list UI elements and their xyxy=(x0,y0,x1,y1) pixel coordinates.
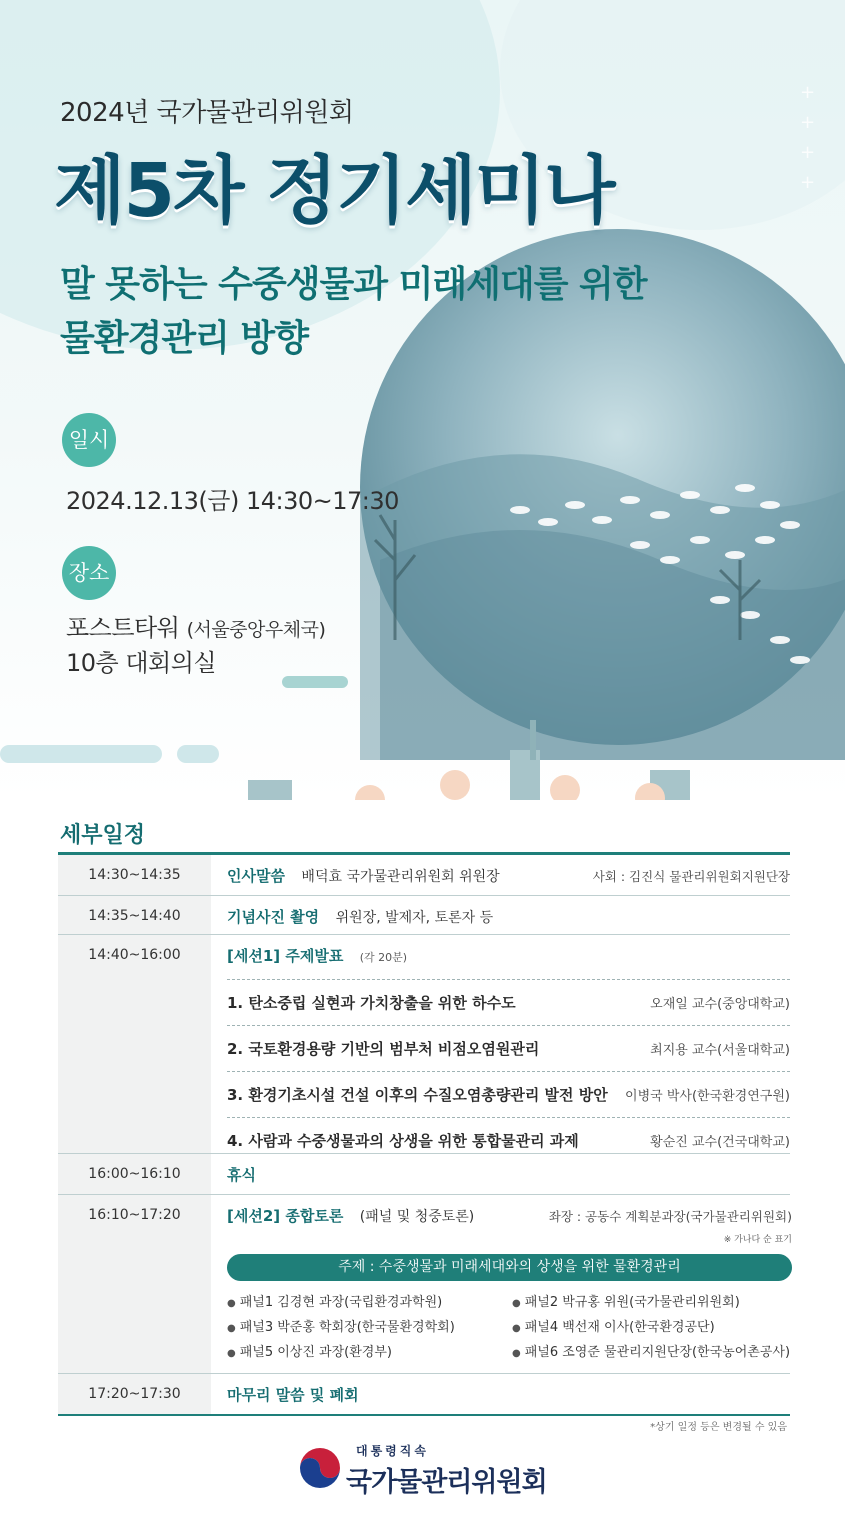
presentation-item xyxy=(227,1025,790,1071)
presentation-speaker: 황순진 교수(건국대학교) xyxy=(650,1135,790,1150)
subtitle xyxy=(60,258,647,366)
presentation-title: 2. 국토환경용량 기반의 범부처 비점오염원관리 xyxy=(227,1040,540,1058)
time-cell: 14:30~14:35 xyxy=(58,855,211,895)
logo-top-text: 대통령직속 xyxy=(356,1444,429,1458)
row-text: (패널 및 청중토론) xyxy=(359,1209,475,1225)
presentation-item xyxy=(227,979,790,1025)
place-label: 장소 xyxy=(62,546,116,600)
date-value: 2024.12.13(금) 14:30~17:30 xyxy=(66,487,399,515)
presentation-item xyxy=(227,1071,790,1117)
row-title: 인사말씀 xyxy=(227,867,285,885)
city-kids-illustration xyxy=(210,720,800,800)
row-note: (각 20분) xyxy=(359,951,408,964)
table-row xyxy=(58,1154,790,1195)
org-logo xyxy=(298,1440,548,1496)
row-title: [세션2] 종합토론 xyxy=(227,1207,344,1225)
place-name-line xyxy=(66,608,325,643)
place-room: 10층 대회의실 xyxy=(66,649,217,677)
panel-item: ● 패널1 김경현 과장(국립환경과학원) xyxy=(227,1291,512,1310)
content-cell xyxy=(211,1154,790,1194)
schedule-heading: 세부일정 xyxy=(60,823,146,848)
theme-bar: 주제 : 수중생물과 미래세대와의 상생을 위한 물환경관리 xyxy=(227,1254,792,1281)
subtitle-line: 말 못하는 수중생물과 미래세대를 위한 xyxy=(60,264,647,305)
schedule-table xyxy=(58,852,790,1416)
svg-text:+: + xyxy=(800,82,816,103)
table-row xyxy=(58,1374,790,1414)
row-title: 기념사진 촬영 xyxy=(227,908,320,926)
pre-title: 2024년 국가물관리위원회 xyxy=(60,98,354,128)
panel-item: ● 패널4 백선재 이사(한국환경공단) xyxy=(512,1316,792,1335)
panel-list xyxy=(227,1291,792,1360)
row-text: 위원장, 발제자, 토론자 등 xyxy=(335,910,494,926)
svg-text:+: + xyxy=(800,112,816,133)
main-title: 제5차 정기세미나 xyxy=(54,148,614,234)
panel-item: ● 패널6 조영준 물관리지원단장(한국농어촌공사) xyxy=(512,1341,792,1360)
svg-text:+: + xyxy=(800,142,816,163)
row-title: 마무리 말씀 및 폐회 xyxy=(227,1386,359,1404)
panel-item: ● 패널2 박규홍 위원(국가물관리위원회) xyxy=(512,1291,792,1310)
content-cell xyxy=(211,1374,790,1414)
content-cell xyxy=(211,935,790,1153)
content-cell xyxy=(211,1195,792,1373)
presentation-speaker: 최지용 교수(서울대학교) xyxy=(650,1043,790,1058)
footnote: *상기 일정 등은 변경될 수 있음 xyxy=(650,1422,787,1433)
logo-main-text: 국가물관리위원회 xyxy=(346,1467,547,1498)
row-note: ※ 가나다 순 표기 xyxy=(723,1235,792,1245)
deco-bar xyxy=(282,676,348,688)
time-cell: 16:10~17:20 xyxy=(58,1195,211,1373)
table-row xyxy=(58,1195,790,1374)
table-row xyxy=(58,896,790,935)
place-name: 포스트타워 xyxy=(66,614,180,642)
panel-item: ● 패널5 이상진 과장(환경부) xyxy=(227,1341,512,1360)
content-cell xyxy=(211,855,790,895)
presentation-speaker: 이병국 박사(한국환경연구원) xyxy=(625,1089,790,1104)
presentation-title: 1. 탄소중립 실현과 가치창출을 위한 하수도 xyxy=(227,994,516,1012)
time-cell: 17:20~17:30 xyxy=(58,1374,211,1414)
row-title: [세션1] 주제발표 xyxy=(227,947,344,965)
date-label: 일시 xyxy=(62,413,116,467)
svg-text:+: + xyxy=(800,172,816,193)
presentation-speaker: 오재일 교수(중앙대학교) xyxy=(650,997,790,1012)
table-row xyxy=(58,855,790,896)
row-title: 휴식 xyxy=(227,1166,256,1184)
time-cell: 14:40~16:00 xyxy=(58,935,211,1153)
presentation-title: 4. 사람과 수중생물과의 상생을 위한 통합물관리 과제 xyxy=(227,1132,579,1150)
content-cell xyxy=(211,896,790,934)
panel-item: ● 패널3 박준홍 학회장(한국물환경학회) xyxy=(227,1316,512,1335)
row-host: 좌장 : 공동수 계획분과장(국가물관리위원회) xyxy=(548,1209,792,1224)
table-row xyxy=(58,935,790,1154)
taegeuk-icon xyxy=(298,1446,342,1490)
row-text: 배덕효 국가물관리위원회 위원장 xyxy=(301,869,500,885)
subtitle-line: 물환경관리 방향 xyxy=(60,318,308,359)
time-cell: 16:00~16:10 xyxy=(58,1154,211,1194)
place-detail: (서울중앙우체국) xyxy=(186,619,326,641)
time-cell: 14:35~14:40 xyxy=(58,896,211,934)
presentation-title: 3. 환경기초시설 건설 이후의 수질오염총량관리 발전 방안 xyxy=(227,1086,608,1104)
deco-bar xyxy=(0,745,162,763)
row-host: 사회 : 김진식 물관리위원회지원단장 xyxy=(592,869,790,884)
